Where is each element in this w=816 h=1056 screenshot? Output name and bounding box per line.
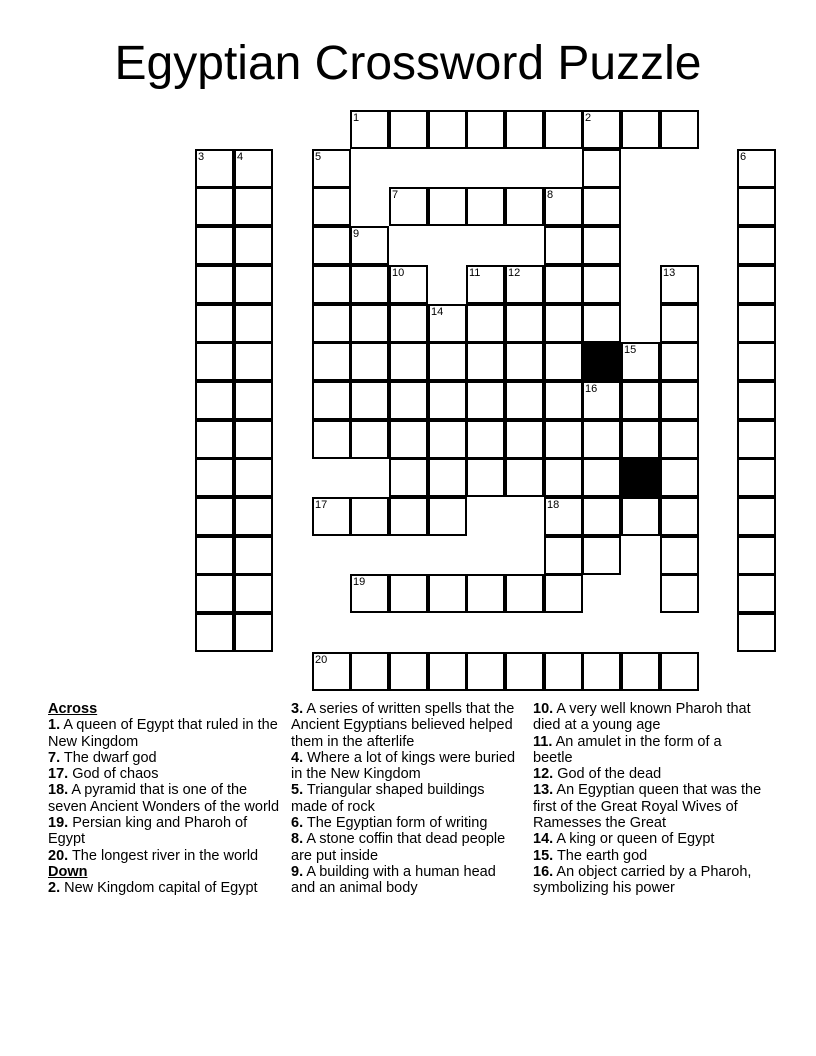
crossword-cell[interactable] <box>195 458 234 497</box>
crossword-cell[interactable] <box>466 304 505 343</box>
clue-number: 2 <box>585 112 592 124</box>
crossword-cell[interactable] <box>505 420 544 459</box>
crossword-cell[interactable] <box>544 265 583 304</box>
crossword-cell[interactable] <box>350 342 389 381</box>
clue-item <box>48 815 280 848</box>
crossword-cell[interactable] <box>195 226 234 265</box>
crossword-cell[interactable] <box>505 381 544 420</box>
clue-item <box>48 848 280 864</box>
clue-item-text: An amulet in the form of a beetle <box>533 733 722 766</box>
clue-number: 3 <box>198 151 205 163</box>
crossword-cell[interactable] <box>505 187 544 226</box>
crossword-cell[interactable] <box>350 652 389 691</box>
crossword-cell[interactable] <box>312 381 351 420</box>
clue-number: 9 <box>353 228 360 240</box>
crossword-cell[interactable] <box>544 110 583 149</box>
crossword-cell[interactable] <box>312 187 351 226</box>
crossword-cell[interactable] <box>195 149 234 188</box>
clue-item-number: 3. <box>291 701 304 717</box>
clue-item <box>533 831 765 847</box>
clue-item-number: 16. <box>533 863 554 880</box>
crossword-cell[interactable] <box>466 652 505 691</box>
crossword-cell[interactable] <box>195 536 234 575</box>
crossword-cell[interactable] <box>428 420 467 459</box>
crossword-cell[interactable] <box>350 226 389 265</box>
clue-number: 14 <box>431 306 444 318</box>
crossword-cell[interactable] <box>350 574 389 613</box>
crossword-cell[interactable] <box>234 420 273 459</box>
clue-number: 16 <box>585 383 598 395</box>
crossword-cell[interactable] <box>195 574 234 613</box>
clue-item-text: The Egyptian form of writing <box>306 815 488 832</box>
clue-item-number: 11. <box>533 733 553 750</box>
clue-item <box>291 864 523 897</box>
clue-number: 11 <box>469 267 481 279</box>
crossword-cell[interactable] <box>544 342 583 381</box>
crossword-cell[interactable] <box>544 497 583 536</box>
crossword-cell[interactable] <box>389 187 428 226</box>
crossword-cell[interactable] <box>737 458 776 497</box>
crossword-cell[interactable] <box>660 381 699 420</box>
crossword-cell[interactable] <box>428 497 467 536</box>
black-cell <box>621 458 660 497</box>
clue-number: 8 <box>547 189 554 201</box>
crossword-cell[interactable] <box>660 420 699 459</box>
crossword-cell[interactable] <box>312 652 351 691</box>
clue-column-1 <box>48 701 280 897</box>
crossword-cell[interactable] <box>389 497 428 536</box>
crossword-cell[interactable] <box>312 304 351 343</box>
crossword-cell[interactable] <box>505 652 544 691</box>
crossword-cell[interactable] <box>234 342 273 381</box>
clue-number: 6 <box>740 151 747 163</box>
clue-number: 20 <box>315 654 328 666</box>
crossword-cell[interactable] <box>505 458 544 497</box>
crossword-cell[interactable] <box>350 497 389 536</box>
crossword-cell[interactable] <box>505 304 544 343</box>
crossword-cell[interactable] <box>737 574 776 613</box>
clue-item-text: God of chaos <box>72 766 159 783</box>
crossword-cell[interactable] <box>582 497 621 536</box>
crossword-cell[interactable] <box>621 110 660 149</box>
clue-item-number: 20. <box>48 847 69 864</box>
crossword-cell[interactable] <box>389 381 428 420</box>
clue-item-number: 6. <box>291 815 304 832</box>
clue-item-number: 19. <box>48 815 69 832</box>
crossword-cell[interactable] <box>234 574 273 613</box>
clue-item-text: A stone coffin that dead people are put inside <box>291 831 506 864</box>
crossword-cell[interactable] <box>582 187 621 226</box>
crossword-cell[interactable] <box>428 458 467 497</box>
crossword-cell[interactable] <box>582 110 621 149</box>
clue-number: 15 <box>624 344 637 356</box>
clue-item-number: 13. <box>533 782 554 799</box>
clue-column-3 <box>533 701 765 897</box>
clue-item <box>533 782 765 831</box>
crossword-cell[interactable] <box>389 110 428 149</box>
crossword-cell[interactable] <box>195 265 234 304</box>
clue-item <box>291 815 523 831</box>
clue-number: 5 <box>315 151 322 163</box>
crossword-cell[interactable] <box>466 381 505 420</box>
clue-item-text: A very well known Pharoh that died at a young age <box>533 701 751 734</box>
clue-item <box>291 782 523 815</box>
clue-number: 13 <box>663 267 676 279</box>
clue-item-text: An object carried by a Pharoh, symbolizing his power <box>533 863 752 897</box>
crossword-cell[interactable] <box>660 265 699 304</box>
clue-item <box>48 766 280 782</box>
crossword-cell[interactable] <box>312 265 351 304</box>
crossword-cell[interactable] <box>505 265 544 304</box>
crossword-cell[interactable] <box>505 574 544 613</box>
crossword-cell[interactable] <box>544 458 583 497</box>
clue-item <box>48 750 280 766</box>
crossword-cell[interactable] <box>234 187 273 226</box>
clue-item <box>48 782 280 815</box>
crossword-cell[interactable] <box>428 342 467 381</box>
crossword-cell[interactable] <box>234 458 273 497</box>
crossword-cell[interactable] <box>195 304 234 343</box>
clue-item <box>291 831 523 864</box>
page-title: Egyptian Crossword Puzzle <box>114 37 702 90</box>
clue-item-text: Persian king and Pharoh of Egypt <box>48 815 248 848</box>
crossword-cell[interactable] <box>582 458 621 497</box>
clue-number: 1 <box>353 112 360 124</box>
clue-item <box>533 864 765 897</box>
clue-item-text: A king or queen of Egypt <box>556 831 715 848</box>
clue-item-number: 4. <box>291 749 304 766</box>
crossword-cell[interactable] <box>428 652 467 691</box>
clue-item-text: The longest river in the world <box>71 847 259 864</box>
clue-number: 10 <box>392 267 405 279</box>
crossword-cell[interactable] <box>428 110 467 149</box>
crossword-cell[interactable] <box>582 304 621 343</box>
crossword-cell[interactable] <box>737 420 776 459</box>
clue-item-text: The dwarf god <box>63 749 157 766</box>
clue-heading: Down <box>48 863 88 880</box>
clue-item-number: 5. <box>291 782 304 799</box>
clue-item-number: 18. <box>48 782 69 799</box>
clue-item-text: A series of written spells that the Ancient Egyptians believed helped them in the afterlife <box>291 701 515 750</box>
crossword-cell[interactable] <box>660 342 699 381</box>
crossword-cell[interactable] <box>350 420 389 459</box>
crossword-cell[interactable] <box>737 149 776 188</box>
crossword-cell[interactable] <box>582 652 621 691</box>
clue-item-number: 17. <box>48 766 69 783</box>
crossword-cell[interactable] <box>312 226 351 265</box>
crossword-cell[interactable] <box>660 110 699 149</box>
clue-number: 4 <box>237 151 244 163</box>
crossword-cell[interactable] <box>621 381 660 420</box>
crossword-cell[interactable] <box>389 652 428 691</box>
clue-item-text: The earth god <box>556 847 648 864</box>
clue-item-number: 2. <box>48 880 61 897</box>
crossword-cell[interactable] <box>737 536 776 575</box>
clue-item-text: God of the dead <box>557 766 662 783</box>
crossword-cell[interactable] <box>466 265 505 304</box>
crossword-cell[interactable] <box>621 342 660 381</box>
crossword-cell[interactable] <box>737 304 776 343</box>
crossword-cell[interactable] <box>660 304 699 343</box>
clue-heading: Across <box>48 701 98 717</box>
crossword-cell[interactable] <box>582 265 621 304</box>
crossword-cell[interactable] <box>582 226 621 265</box>
crossword-cell[interactable] <box>234 381 273 420</box>
crossword-cell[interactable] <box>350 381 389 420</box>
crossword-cell[interactable] <box>389 342 428 381</box>
clue-item <box>48 880 280 896</box>
crossword-cell[interactable] <box>428 574 467 613</box>
clue-item-text: A pyramid that is one of the seven Ancient Wonders of the world <box>48 782 280 815</box>
clue-item-number: 15. <box>533 847 554 864</box>
crossword-cell[interactable] <box>582 536 621 575</box>
crossword-cell[interactable] <box>195 187 234 226</box>
clue-item-number: 7. <box>48 749 61 766</box>
crossword-cell[interactable] <box>466 110 505 149</box>
crossword-cell[interactable] <box>312 342 351 381</box>
crossword-cell[interactable] <box>660 458 699 497</box>
crossword-cell[interactable] <box>737 226 776 265</box>
clue-item <box>291 750 523 783</box>
crossword-cell[interactable] <box>582 420 621 459</box>
clue-item-text: A queen of Egypt that ruled in the New Kingdom <box>48 717 278 750</box>
crossword-cell[interactable] <box>389 458 428 497</box>
clue-item-number: 14. <box>533 831 554 848</box>
crossword-cell[interactable] <box>544 536 583 575</box>
crossword-cell[interactable] <box>350 110 389 149</box>
crossword-cell[interactable] <box>466 342 505 381</box>
crossword-cell[interactable] <box>582 149 621 188</box>
crossword-cell[interactable] <box>544 574 583 613</box>
crossword-cell[interactable] <box>312 149 351 188</box>
clue-item-number: 9. <box>291 863 304 880</box>
crossword-cell[interactable] <box>660 536 699 575</box>
crossword-cell[interactable] <box>466 458 505 497</box>
clue-item-text: An Egyptian queen that was the first of the Great Royal Wives of Ramesses the Great <box>533 782 762 832</box>
crossword-cell[interactable] <box>737 613 776 652</box>
clue-item <box>533 701 765 734</box>
clue-item-number: 1. <box>48 717 61 734</box>
crossword-cell[interactable] <box>389 420 428 459</box>
crossword-cell[interactable] <box>544 304 583 343</box>
crossword-cell[interactable] <box>660 497 699 536</box>
crossword-cell[interactable] <box>737 342 776 381</box>
crossword-cell[interactable] <box>660 574 699 613</box>
crossword-cell[interactable] <box>428 304 467 343</box>
crossword-cell[interactable] <box>621 497 660 536</box>
crossword-cell[interactable] <box>350 304 389 343</box>
clue-number: 12 <box>508 267 521 279</box>
crossword-cell[interactable] <box>466 187 505 226</box>
crossword-cell[interactable] <box>234 497 273 536</box>
crossword-cell[interactable] <box>195 342 234 381</box>
clue-item <box>533 848 765 864</box>
crossword-cell[interactable] <box>389 574 428 613</box>
clue-item-text: A building with a human head and an animal body <box>291 863 496 897</box>
clue-item-text: New Kingdom capital of Egypt <box>64 880 258 897</box>
clue-item-text: Triangular shaped buildings made of rock <box>291 782 485 815</box>
crossword-cell[interactable] <box>195 497 234 536</box>
clue-item <box>533 766 765 782</box>
crossword-cell[interactable] <box>312 420 351 459</box>
crossword-cell[interactable] <box>505 342 544 381</box>
black-cell <box>582 342 621 381</box>
crossword-cell[interactable] <box>234 613 273 652</box>
crossword-cell[interactable] <box>544 187 583 226</box>
crossword-cell[interactable] <box>544 381 583 420</box>
crossword-cell[interactable] <box>350 265 389 304</box>
crossword-cell[interactable] <box>737 265 776 304</box>
clue-column-2 <box>291 701 523 897</box>
crossword-cell[interactable] <box>234 149 273 188</box>
crossword-cell[interactable] <box>195 381 234 420</box>
crossword-cell[interactable] <box>195 613 234 652</box>
clue-number: 7 <box>392 189 399 201</box>
clue-item-number: 10. <box>533 701 554 717</box>
crossword-cell[interactable] <box>466 420 505 459</box>
crossword-cell[interactable] <box>737 497 776 536</box>
clue-item-text: Where a lot of kings were buried in the New Kingdom <box>291 749 516 783</box>
clue-item <box>533 734 765 767</box>
clue-item <box>291 701 523 750</box>
crossword-cell[interactable] <box>737 381 776 420</box>
crossword-cell[interactable] <box>234 304 273 343</box>
crossword-cell[interactable] <box>234 265 273 304</box>
clue-item <box>48 717 280 750</box>
crossword-cell[interactable] <box>428 187 467 226</box>
clue-number: 18 <box>547 499 560 511</box>
crossword-cell[interactable] <box>621 420 660 459</box>
crossword-cell[interactable] <box>389 265 428 304</box>
crossword-cell[interactable] <box>234 226 273 265</box>
crossword-cell[interactable] <box>737 187 776 226</box>
clue-item-number: 12. <box>533 766 554 783</box>
clue-number: 19 <box>353 576 366 588</box>
crossword-cell[interactable] <box>389 304 428 343</box>
crossword-cell[interactable] <box>544 226 583 265</box>
crossword-cell[interactable] <box>660 652 699 691</box>
clue-number: 17 <box>315 499 328 511</box>
crossword-cell[interactable] <box>582 381 621 420</box>
crossword-cell[interactable] <box>621 652 660 691</box>
crossword-cell[interactable] <box>544 420 583 459</box>
crossword-cell[interactable] <box>234 536 273 575</box>
crossword-cell[interactable] <box>544 652 583 691</box>
crossword-cell[interactable] <box>312 497 351 536</box>
clue-item-number: 8. <box>291 831 304 848</box>
crossword-cell[interactable] <box>505 110 544 149</box>
crossword-cell[interactable] <box>466 574 505 613</box>
crossword-cell[interactable] <box>195 420 234 459</box>
crossword-cell[interactable] <box>428 381 467 420</box>
